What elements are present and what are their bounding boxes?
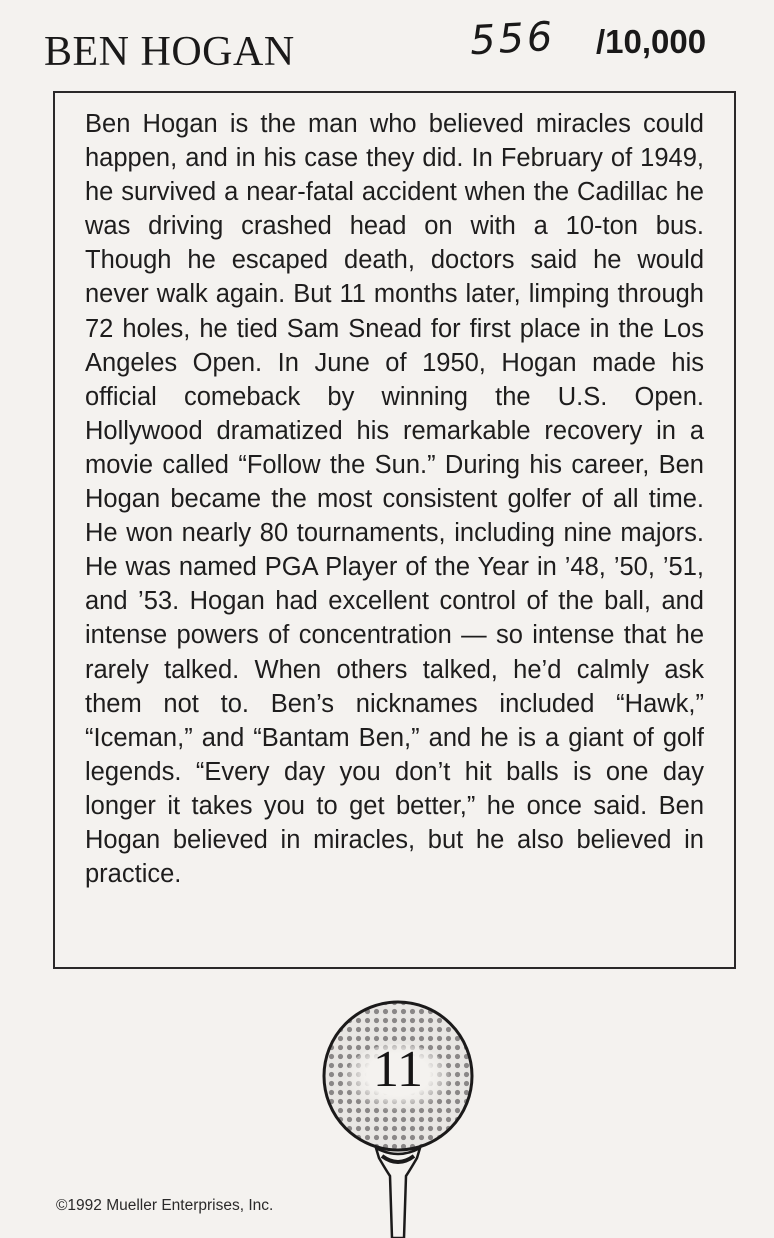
biography-text: Ben Hogan is the man who believed miracles could happen, and in his case they did. In February of 1949, he survived a near-fatal accident when the Cadillac he was driving crashed head on with a 10-ton bus. Though he escaped death, doctors said he would never walk again. But 11 months later, limping through 72 holes, he tied Sam Snead for first place in the Los Angeles Open. In June of 1950, Hogan made his official comeback by winning the U.S. Open. Hollywood dramatized his remarkable recovery in a movie called “Follow the Sun.” During his career, Ben Hogan became the most consistent golfer of all time. He won nearly 80 tournaments, including nine majors. He was named PGA Player of the Year in ’48, ’50, ’51, and ’53. Hogan had excellent control of the ball, and intense powers of concentration — so intense that he rarely talked. When others talked, he’d calmly ask them not to. Ben’s nicknames included “Hawk,” “Iceman,” and “Bantam Ben,” and he is a giant of golf legends. “Every day you don’t hit balls is one day longer it takes you to get better,” he once said. Ben Hogan believed in miracles, but he also believed in practice. [85,110,704,889]
player-name-title: BEN HOGAN [44,29,295,75]
edition-total: /10,000 [596,23,707,60]
biography-box [53,91,736,969]
card-number: 11 [372,1041,424,1098]
copyright-notice: ©1992 Mueller Enterprises, Inc. [56,1197,274,1214]
handwritten-serial-number: 556 [468,13,557,65]
golf-ball-on-tee-icon [318,998,488,1238]
